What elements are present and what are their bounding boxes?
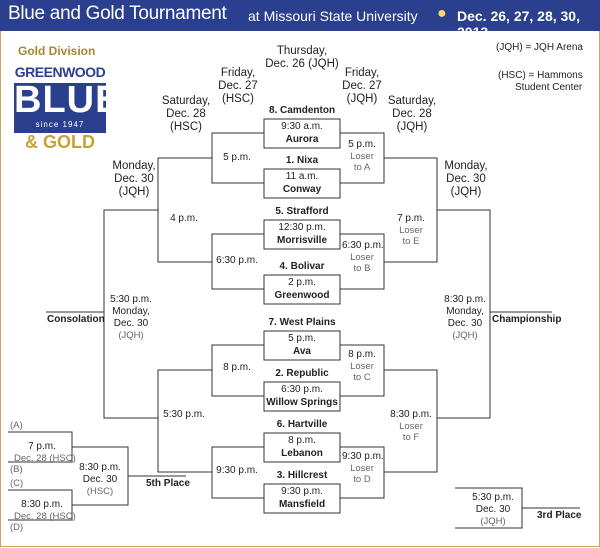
cons-time: 5 p.m. [348, 139, 376, 150]
consolation-final-date: Dec. 30 [113, 318, 149, 329]
header-monday-right-day: Monday, [444, 160, 488, 172]
division-label: Gold Division [18, 44, 96, 58]
cons-loser: Loser [350, 252, 374, 263]
cons-loser-to: to D [353, 474, 371, 485]
cons-game-c [342, 349, 382, 383]
header-saturday-left-date: Dec. 28 [166, 108, 206, 120]
championship-venue: (JQH) [452, 330, 478, 341]
seed-label: 3. Hillcrest [276, 470, 328, 481]
header-friday-right-day: Friday, [344, 67, 380, 79]
cons-time: 9:30 p.m. [342, 451, 384, 462]
fifth-place-label: 5th Place [146, 478, 190, 489]
header-saturday-left-venue: (HSC) [170, 121, 202, 133]
logo-blue-text: BLUE [14, 79, 122, 121]
header-monday-left-venue: (JQH) [118, 186, 150, 198]
game-time: 12:30 p.m. [278, 222, 326, 233]
fifth-final-venue: (HSC) [86, 486, 114, 497]
qf-time: 5 p.m. [223, 152, 251, 163]
header-saturday-left [156, 95, 216, 134]
fifth-final [76, 462, 124, 497]
game-time: 6:30 p.m. [281, 384, 323, 395]
header-saturday-right-date: Dec. 28 [392, 108, 432, 120]
championship-date: Dec. 30 [447, 318, 483, 329]
header-saturday-right [382, 95, 442, 134]
fifth-final-time: 8:30 p.m. [79, 462, 121, 473]
opponent-label: Conway [282, 184, 322, 195]
cons-loser-to: to F [402, 432, 420, 443]
game-time: 5 p.m. [288, 333, 316, 344]
championship-day: Monday, [446, 306, 484, 317]
tournament-title: Blue and Gold Tournament [8, 3, 227, 24]
cons-loser: Loser [399, 421, 423, 432]
header-friday-left [210, 67, 266, 106]
fifth-slot-b: (B) [10, 464, 23, 475]
game-time: 2 p.m. [288, 277, 316, 288]
cons-loser: Loser [350, 361, 374, 372]
fifth-game-ab [14, 441, 76, 464]
cons-loser: Loser [350, 463, 374, 474]
qf-time: 9:30 p.m. [216, 465, 258, 476]
legend-hsc-1: (HSC) = Hammons [498, 70, 583, 81]
cons-time: 7 p.m. [397, 213, 425, 224]
header-saturday-left-day: Saturday, [161, 95, 211, 107]
cons-loser-to: to C [353, 372, 371, 383]
opponent-label: Aurora [285, 134, 319, 145]
fifth-game-cd [14, 499, 76, 522]
header-friday-left-date: Dec. 27 [218, 80, 258, 92]
seed-label: 2. Republic [275, 368, 329, 379]
sf-time: 4 p.m. [170, 213, 198, 224]
header-monday-left-day: Monday, [112, 160, 156, 172]
cons-loser-to: to B [353, 263, 371, 274]
logo-since-text: since 1947 [35, 120, 85, 129]
header-thursday-date: Dec. 26 (JQH) [265, 58, 339, 70]
seed-label: 6. Hartville [276, 419, 328, 430]
cons-game-a [342, 139, 382, 173]
seed-label: 5. Strafford [275, 206, 329, 217]
legend-hsc-2: Student Center [515, 82, 583, 93]
header-friday-left-day: Friday, [220, 67, 256, 79]
third-place-label: 3rd Place [537, 510, 582, 521]
consolation-final-venue: (JQH) [118, 330, 144, 341]
consolation-final-time: 5:30 p.m. [110, 294, 152, 305]
header-saturday-right-venue: (JQH) [396, 121, 428, 133]
championship-label: Championship [492, 314, 562, 325]
cons-time: 6:30 p.m. [342, 240, 384, 251]
sf-bracket-1 [158, 158, 212, 262]
header-friday-left-venue: (HSC) [222, 93, 254, 105]
cons-loser: Loser [350, 151, 374, 162]
header-friday-right-date: Dec. 27 [342, 80, 382, 92]
consolation-final-day: Monday, [112, 306, 150, 317]
fifth-slot-d: (D) [10, 522, 24, 533]
cons-game-d [342, 451, 382, 485]
header-monday-left-date: Dec. 30 [114, 173, 154, 185]
logo-gold-text: & GOLD [25, 132, 95, 152]
sf-bracket-2 [158, 370, 212, 472]
header-thursday [262, 45, 342, 71]
third-place-info [468, 492, 518, 527]
game-time: 9:30 a.m. [281, 121, 323, 132]
third-place-date: Dec. 30 [475, 504, 511, 515]
fifth-game-ab-date: Dec. 28 (HSC) [14, 453, 76, 464]
opponent-label: Morrisville [276, 235, 328, 246]
fifth-slot-c: (C) [10, 478, 24, 489]
cons-time: 8 p.m. [348, 349, 376, 360]
fifth-slot-a: (A) [10, 420, 23, 431]
game-time: 9:30 p.m. [281, 486, 323, 497]
header-monday-right [436, 160, 496, 199]
consolation-label: Consolation [47, 314, 105, 325]
header-monday-right-date: Dec. 30 [446, 173, 486, 185]
header-friday-right-venue: (JQH) [346, 93, 378, 105]
seed-label: 4. Bolivar [279, 261, 325, 272]
logo-blue-block [14, 79, 122, 133]
cons-game-b [342, 240, 382, 274]
championship-time: 8:30 p.m. [444, 294, 486, 305]
bullet-dot: ● [437, 5, 447, 22]
fifth-game-cd-date: Dec. 28 (HSC) [14, 511, 76, 522]
qf-time: 6:30 p.m. [216, 255, 258, 266]
opponent-label: Ava [293, 346, 311, 357]
third-place-venue: (JQH) [480, 516, 506, 527]
cons-loser: Loser [399, 225, 423, 236]
third-place-time: 5:30 p.m. [472, 492, 514, 503]
fifth-game-cd-time: 8:30 p.m. [21, 499, 63, 510]
seed-label: 1. Nixa [285, 155, 319, 166]
seed-label: 7. West Plains [268, 317, 336, 328]
opponent-label: Mansfield [278, 499, 326, 510]
fifth-game-ab-time: 7 p.m. [28, 441, 56, 452]
header-monday-left [104, 160, 164, 199]
seed-label: 8. Camdenton [268, 105, 336, 116]
logo-greenwood: GREENWOOD [14, 64, 106, 80]
opponent-label: Lebanon [281, 448, 323, 459]
header-monday-right-venue: (JQH) [450, 186, 482, 198]
legend-jqh: (JQH) = JQH Arena [496, 42, 583, 53]
game-time: 8 p.m. [288, 435, 316, 446]
cons-time: 8:30 p.m. [390, 409, 432, 420]
tournament-subtitle: at Missouri State University [248, 8, 418, 24]
opponent-label: Greenwood [274, 290, 330, 301]
fifth-final-date: Dec. 30 [82, 474, 118, 485]
header-thursday-day: Thursday, [276, 45, 328, 57]
game-time: 11 a.m. [285, 171, 319, 182]
qf-time: 8 p.m. [223, 362, 251, 373]
tournament-dates: Dec. 26, 27, 28, 30, 2013 [457, 8, 580, 40]
opponent-label: Willow Springs [266, 397, 338, 408]
championship-info [440, 294, 490, 341]
header-saturday-right-day: Saturday, [387, 95, 437, 107]
consolation-final-info [104, 294, 158, 341]
cons-loser-to: to E [402, 236, 420, 247]
sf-time: 5:30 p.m. [163, 409, 205, 420]
cons-game-e [390, 213, 432, 247]
cons-loser-to: to A [353, 162, 371, 173]
cons-game-f [390, 409, 432, 443]
